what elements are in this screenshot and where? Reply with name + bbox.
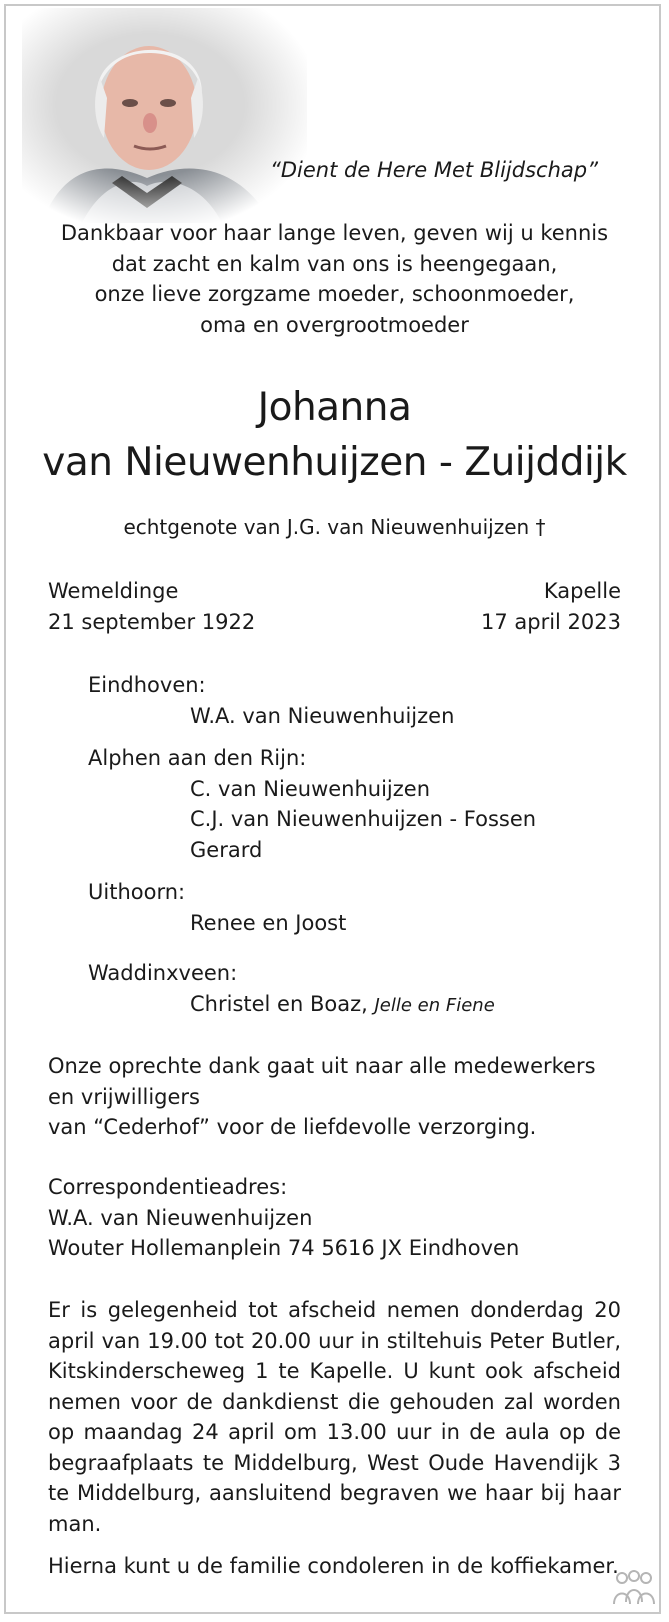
people-logo-icon	[610, 1568, 658, 1608]
family-member: W.A. van Nieuwenhuijzen	[190, 703, 455, 728]
thanks-line: van “Cederhof” voor de liefdevolle verzorging.	[48, 1115, 537, 1139]
farewell-paragraph: Er is gelegenheid tot afscheid nemen donderdag 20 april van 19.00 tot 20.00 uur in stiltehuis Peter Butler, Kitskinderscheweg 1 te Kapelle. U kunt ook afscheid nemen voor de dankdienst die gehouden zal worden op maandag 24 april om 13.00 uur in de aula op de begraafplaats te Middelburg, West Oude Havendijk 3 te Middelburg, aansluitend begraven we haar bij haar man.	[48, 1298, 621, 1536]
family-member: C. van Nieuwenhuijzen	[190, 776, 431, 801]
correspondence-address	[48, 1172, 621, 1264]
death-place: Kapelle	[543, 579, 621, 603]
thanks-line: Onze oprechte dank gaat uit naar alle medewerkers	[48, 1054, 596, 1078]
motto: “Dient de Here Met Blijdschap”	[270, 158, 598, 182]
intro-line: dat zacht en kalm van ons is heengegaan,	[111, 251, 558, 276]
family-member: Christel en Boaz,	[190, 991, 368, 1016]
family-place: Waddinxveen:	[88, 961, 238, 985]
family-group-uithoorn	[88, 877, 648, 938]
family-place: Eindhoven:	[88, 673, 206, 697]
spouse-line: echtgenote van J.G. van Nieuwenhuijzen †	[123, 515, 546, 539]
correspondence-name: W.A. van Nieuwenhuijzen	[48, 1205, 313, 1230]
intro-text	[30, 218, 639, 340]
grandchildren: Jelle en Fiene	[374, 994, 495, 1016]
correspondence-street: Wouter Hollemanplein 74 5616 JX Eindhoven	[48, 1236, 520, 1260]
correspondence-label: Correspondentieadres:	[48, 1175, 288, 1199]
death-info	[481, 576, 621, 638]
family-group-eindhoven	[88, 670, 648, 731]
family-member: C.J. van Nieuwenhuijzen - Fossen	[190, 807, 537, 831]
birth-info	[48, 576, 255, 638]
family-member: Gerard	[190, 837, 263, 862]
thanks-text	[48, 1051, 621, 1143]
birth-place: Wemeldinge	[48, 579, 179, 603]
thanks-line: en vrijwilligers	[48, 1084, 200, 1109]
portrait-photo	[22, 8, 307, 223]
family-member-row	[88, 989, 648, 1022]
family-member: Renee en Joost	[190, 910, 347, 935]
deceased-first-name: Johanna	[257, 385, 412, 430]
intro-line: Dankbaar voor haar lange leven, geven wij u kennis	[60, 221, 609, 245]
family-place: Uithoorn:	[88, 880, 186, 904]
death-date: 17 april 2023	[480, 610, 621, 634]
intro-line: oma en overgrootmoeder	[200, 312, 469, 337]
deceased-full-name: van Nieuwenhuijzen - Zuijddijk	[42, 440, 627, 485]
closing-line: Hierna kunt u de familie condoleren in de koffiekamer.	[48, 1554, 619, 1578]
birth-date: 21 september 1922	[48, 610, 256, 634]
intro-line: onze lieve zorgzame moeder, schoonmoeder,	[94, 282, 575, 306]
family-group-alphen	[88, 743, 648, 865]
family-place: Alphen aan den Rijn:	[88, 746, 307, 770]
family-group-waddinxveen	[88, 958, 648, 1021]
